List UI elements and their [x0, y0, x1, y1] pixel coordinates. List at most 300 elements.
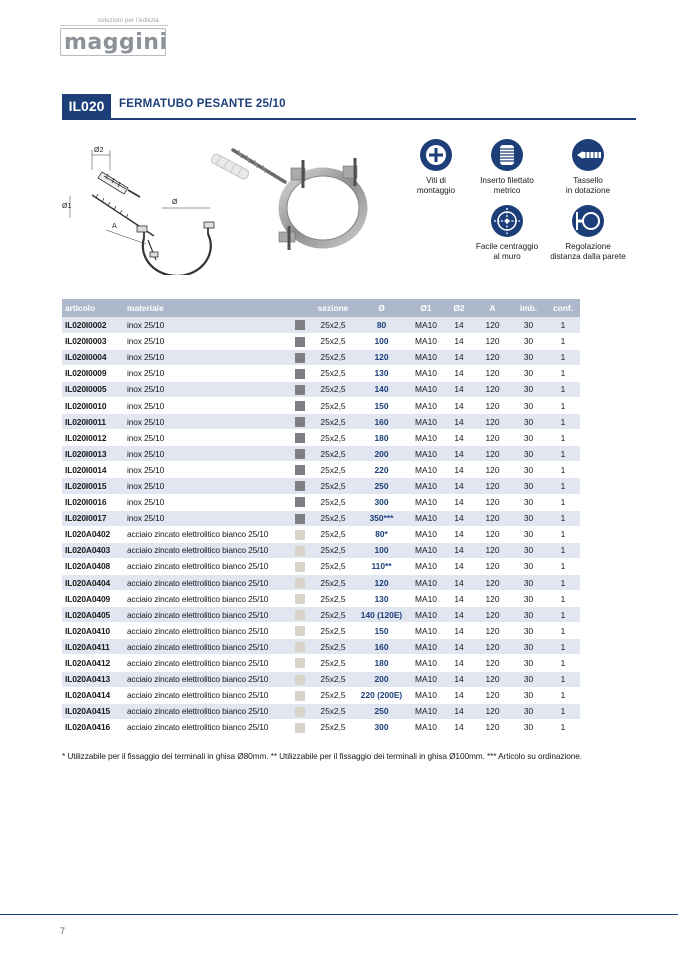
- feature-wall-plug: [538, 138, 638, 196]
- cell-d2: 14: [444, 494, 474, 510]
- cell-conf: 1: [546, 655, 580, 671]
- cell-articolo: IL020I0017: [62, 510, 124, 526]
- cell-diameter: 140 (120E): [355, 607, 408, 623]
- cell-articolo: IL020A0415: [62, 703, 124, 719]
- cell-diameter: 140: [355, 381, 408, 397]
- col-header-a: A: [474, 299, 511, 317]
- material-color-swatch: [295, 594, 305, 604]
- cell-materiale: acciaio zincato elettrolitico bianco 25/10: [124, 591, 289, 607]
- cell-d2: 14: [444, 414, 474, 430]
- cell-materiale: inox 25/10: [124, 414, 289, 430]
- spec-table: [62, 299, 580, 736]
- cell-d1: MA10: [408, 494, 444, 510]
- material-color-swatch: [295, 497, 305, 507]
- cell-sezione: 25x2,5: [311, 381, 355, 397]
- col-header-d2: Ø2: [444, 299, 474, 317]
- cell-imb: 30: [511, 719, 546, 735]
- table-row: [62, 397, 580, 413]
- cell-conf: 1: [546, 687, 580, 703]
- cell-articolo: IL020A0410: [62, 623, 124, 639]
- cell-materiale: acciaio zincato elettrolitico bianco 25/10: [124, 542, 289, 558]
- cell-d2: 14: [444, 575, 474, 591]
- cell-d1: MA10: [408, 575, 444, 591]
- cell-materiale: acciaio zincato elettrolitico bianco 25/10: [124, 526, 289, 542]
- cell-color: [289, 333, 311, 349]
- cell-d2: 14: [444, 381, 474, 397]
- cell-d1: MA10: [408, 478, 444, 494]
- material-color-swatch: [295, 530, 305, 540]
- cell-diameter: 250: [355, 478, 408, 494]
- cell-color: [289, 446, 311, 462]
- cell-a: 120: [474, 542, 511, 558]
- cell-sezione: 25x2,5: [311, 719, 355, 735]
- cell-d1: MA10: [408, 446, 444, 462]
- cell-diameter: 150: [355, 397, 408, 413]
- table-row: [62, 381, 580, 397]
- cell-color: [289, 719, 311, 735]
- feature-label: Inserto filettato: [480, 176, 534, 185]
- cell-imb: 30: [511, 558, 546, 574]
- cell-imb: 30: [511, 591, 546, 607]
- centering-icon: [490, 204, 524, 238]
- feature-label: montaggio: [416, 186, 456, 195]
- header-divider: [62, 118, 636, 120]
- cell-a: 120: [474, 510, 511, 526]
- cell-materiale: inox 25/10: [124, 494, 289, 510]
- cell-conf: 1: [546, 558, 580, 574]
- cell-d2: 14: [444, 462, 474, 478]
- cell-materiale: acciaio zincato elettrolitico bianco 25/10: [124, 655, 289, 671]
- cell-d2: 14: [444, 478, 474, 494]
- cell-color: [289, 671, 311, 687]
- cell-color: [289, 510, 311, 526]
- cell-color: [289, 349, 311, 365]
- cell-sezione: 25x2,5: [311, 526, 355, 542]
- cell-materiale: inox 25/10: [124, 446, 289, 462]
- cell-articolo: IL020A0408: [62, 558, 124, 574]
- material-color-swatch: [295, 691, 305, 701]
- cell-articolo: IL020A0402: [62, 526, 124, 542]
- product-photo: [205, 138, 375, 263]
- cell-imb: 30: [511, 542, 546, 558]
- cell-a: 120: [474, 446, 511, 462]
- cell-diameter: 120: [355, 349, 408, 365]
- table-row: [62, 430, 580, 446]
- cell-imb: 30: [511, 510, 546, 526]
- cell-imb: 30: [511, 317, 546, 333]
- feature-label: metrico: [493, 186, 521, 195]
- cell-diameter: 100: [355, 333, 408, 349]
- footnote: * Utilizzabile per il fissaggio dei terminali in ghisa Ø80mm. ** Utilizzabile per il fissaggio dei terminali in ghisa Ø100mm. *** Articolo su ordinazione.: [62, 751, 582, 761]
- cell-materiale: inox 25/10: [124, 510, 289, 526]
- material-color-swatch: [295, 433, 305, 443]
- cell-imb: 30: [511, 333, 546, 349]
- material-color-swatch: [295, 675, 305, 685]
- cell-diameter: 180: [355, 655, 408, 671]
- cell-imb: 30: [511, 607, 546, 623]
- cell-a: 120: [474, 397, 511, 413]
- table-row: [62, 462, 580, 478]
- material-color-swatch: [295, 578, 305, 588]
- cell-diameter: 110**: [355, 558, 408, 574]
- cell-imb: 30: [511, 462, 546, 478]
- cell-articolo: IL020I0002: [62, 317, 124, 333]
- cell-materiale: acciaio zincato elettrolitico bianco 25/10: [124, 575, 289, 591]
- cell-d2: 14: [444, 526, 474, 542]
- cell-d2: 14: [444, 510, 474, 526]
- dim-label-d2: Ø2: [94, 147, 104, 154]
- col-header-materiale: materiale: [124, 299, 289, 317]
- cell-articolo: IL020A0412: [62, 655, 124, 671]
- cell-imb: 30: [511, 397, 546, 413]
- cell-conf: 1: [546, 607, 580, 623]
- cell-sezione: 25x2,5: [311, 349, 355, 365]
- feature-label: Tassello: [573, 176, 603, 185]
- cell-d1: MA10: [408, 639, 444, 655]
- cell-sezione: 25x2,5: [311, 397, 355, 413]
- table-row: [62, 575, 580, 591]
- cell-d2: 14: [444, 349, 474, 365]
- cell-color: [289, 397, 311, 413]
- cell-a: 120: [474, 365, 511, 381]
- cell-materiale: acciaio zincato elettrolitico bianco 25/10: [124, 703, 289, 719]
- table-header-row: [62, 299, 580, 317]
- cell-imb: 30: [511, 623, 546, 639]
- cell-diameter: 180: [355, 430, 408, 446]
- cell-articolo: IL020I0015: [62, 478, 124, 494]
- cell-sezione: 25x2,5: [311, 639, 355, 655]
- cell-diameter: 200: [355, 446, 408, 462]
- cell-conf: 1: [546, 623, 580, 639]
- table-row: [62, 591, 580, 607]
- cell-a: 120: [474, 333, 511, 349]
- cell-diameter: 100: [355, 542, 408, 558]
- cell-imb: 30: [511, 446, 546, 462]
- cell-a: 120: [474, 478, 511, 494]
- cell-articolo: IL020A0414: [62, 687, 124, 703]
- cell-imb: 30: [511, 349, 546, 365]
- cell-materiale: acciaio zincato elettrolitico bianco 25/10: [124, 639, 289, 655]
- cell-color: [289, 542, 311, 558]
- cell-articolo: IL020A0405: [62, 607, 124, 623]
- cell-conf: 1: [546, 397, 580, 413]
- cell-d1: MA10: [408, 381, 444, 397]
- table-row: [62, 349, 580, 365]
- cell-materiale: acciaio zincato elettrolitico bianco 25/10: [124, 687, 289, 703]
- cell-articolo: IL020I0003: [62, 333, 124, 349]
- cell-imb: 30: [511, 494, 546, 510]
- cell-d2: 14: [444, 639, 474, 655]
- cell-sezione: 25x2,5: [311, 430, 355, 446]
- cell-diameter: 80*: [355, 526, 408, 542]
- cell-a: 120: [474, 381, 511, 397]
- col-header-imb: imb.: [511, 299, 546, 317]
- cell-a: 120: [474, 719, 511, 735]
- cell-d2: 14: [444, 542, 474, 558]
- material-color-swatch: [295, 417, 305, 427]
- material-color-swatch: [295, 385, 305, 395]
- dim-label-a: A: [112, 223, 117, 230]
- cell-diameter: 120: [355, 575, 408, 591]
- cell-d1: MA10: [408, 349, 444, 365]
- table-row: [62, 623, 580, 639]
- cell-articolo: IL020A0409: [62, 591, 124, 607]
- cell-materiale: acciaio zincato elettrolitico bianco 25/10: [124, 558, 289, 574]
- cell-sezione: 25x2,5: [311, 494, 355, 510]
- table-row: [62, 542, 580, 558]
- feature-label: Facile centraggio: [475, 242, 539, 251]
- brand-name: maggini: [64, 30, 168, 55]
- cell-d2: 14: [444, 671, 474, 687]
- cell-a: 120: [474, 462, 511, 478]
- material-color-swatch: [295, 658, 305, 668]
- cell-diameter: 250: [355, 703, 408, 719]
- material-color-swatch: [295, 562, 305, 572]
- material-color-swatch: [295, 320, 305, 330]
- material-color-swatch: [295, 353, 305, 363]
- cell-articolo: IL020A0413: [62, 671, 124, 687]
- cell-articolo: IL020A0416: [62, 719, 124, 735]
- cell-a: 120: [474, 558, 511, 574]
- cell-color: [289, 365, 311, 381]
- cell-materiale: inox 25/10: [124, 462, 289, 478]
- cell-articolo: IL020I0005: [62, 381, 124, 397]
- cell-diameter: 200: [355, 671, 408, 687]
- cell-sezione: 25x2,5: [311, 623, 355, 639]
- cell-articolo: IL020I0013: [62, 446, 124, 462]
- col-header-diameter: Ø: [355, 299, 408, 317]
- cell-d2: 14: [444, 719, 474, 735]
- feature-label: Viti di: [426, 176, 446, 185]
- cell-d2: 14: [444, 365, 474, 381]
- cell-a: 120: [474, 655, 511, 671]
- cell-d2: 14: [444, 397, 474, 413]
- cell-imb: 30: [511, 639, 546, 655]
- cell-a: 120: [474, 575, 511, 591]
- cell-d1: MA10: [408, 623, 444, 639]
- cell-sezione: 25x2,5: [311, 333, 355, 349]
- cell-conf: 1: [546, 478, 580, 494]
- cell-a: 120: [474, 494, 511, 510]
- cell-conf: 1: [546, 349, 580, 365]
- cell-imb: 30: [511, 430, 546, 446]
- cell-d1: MA10: [408, 510, 444, 526]
- cell-conf: 1: [546, 333, 580, 349]
- cell-sezione: 25x2,5: [311, 446, 355, 462]
- cell-color: [289, 703, 311, 719]
- col-header-conf: conf.: [546, 299, 580, 317]
- brand-tagline: soluzioni per l'edilizia: [98, 18, 159, 24]
- cell-sezione: 25x2,5: [311, 703, 355, 719]
- cell-articolo: IL020I0011: [62, 414, 124, 430]
- cell-d2: 14: [444, 607, 474, 623]
- cell-d1: MA10: [408, 526, 444, 542]
- feature-distance-adjust: [538, 204, 638, 262]
- cell-sezione: 25x2,5: [311, 365, 355, 381]
- cell-color: [289, 462, 311, 478]
- cell-imb: 30: [511, 575, 546, 591]
- cell-imb: 30: [511, 703, 546, 719]
- cell-conf: 1: [546, 430, 580, 446]
- table-row: [62, 494, 580, 510]
- cell-sezione: 25x2,5: [311, 542, 355, 558]
- cell-imb: 30: [511, 381, 546, 397]
- cell-a: 120: [474, 349, 511, 365]
- col-header-sezione: sezione: [311, 299, 355, 317]
- page-title: FERMATUBO PESANTE 25/10: [119, 98, 286, 110]
- cell-conf: 1: [546, 591, 580, 607]
- cell-conf: 1: [546, 703, 580, 719]
- cell-color: [289, 655, 311, 671]
- cell-imb: 30: [511, 478, 546, 494]
- cell-d1: MA10: [408, 414, 444, 430]
- cell-diameter: 300: [355, 494, 408, 510]
- cell-materiale: inox 25/10: [124, 478, 289, 494]
- cell-materiale: acciaio zincato elettrolitico bianco 25/10: [124, 671, 289, 687]
- cell-d1: MA10: [408, 703, 444, 719]
- cell-conf: 1: [546, 462, 580, 478]
- cell-imb: 30: [511, 414, 546, 430]
- cell-diameter: 220 (200E): [355, 687, 408, 703]
- cell-sezione: 25x2,5: [311, 671, 355, 687]
- cell-conf: 1: [546, 317, 580, 333]
- cell-color: [289, 623, 311, 639]
- cell-d2: 14: [444, 333, 474, 349]
- cell-color: [289, 575, 311, 591]
- logo-divider: [60, 25, 168, 26]
- table-row: [62, 526, 580, 542]
- cell-color: [289, 639, 311, 655]
- cell-materiale: inox 25/10: [124, 333, 289, 349]
- cell-diameter: 160: [355, 639, 408, 655]
- cell-articolo: IL020I0010: [62, 397, 124, 413]
- material-color-swatch: [295, 481, 305, 491]
- cell-articolo: IL020A0411: [62, 639, 124, 655]
- cell-diameter: 160: [355, 414, 408, 430]
- material-color-swatch: [295, 707, 305, 717]
- cell-materiale: acciaio zincato elettrolitico bianco 25/10: [124, 607, 289, 623]
- table-row: [62, 655, 580, 671]
- cell-a: 120: [474, 671, 511, 687]
- table-row: [62, 317, 580, 333]
- cell-color: [289, 591, 311, 607]
- cell-sezione: 25x2,5: [311, 462, 355, 478]
- cell-d1: MA10: [408, 317, 444, 333]
- technical-drawing: [62, 140, 222, 275]
- cell-conf: 1: [546, 526, 580, 542]
- cell-articolo: IL020I0004: [62, 349, 124, 365]
- col-header-articolo: articolo: [62, 299, 124, 317]
- cell-d1: MA10: [408, 591, 444, 607]
- cell-d2: 14: [444, 430, 474, 446]
- table-row: [62, 719, 580, 735]
- material-color-swatch: [295, 723, 305, 733]
- cell-materiale: inox 25/10: [124, 317, 289, 333]
- cell-sezione: 25x2,5: [311, 317, 355, 333]
- cell-materiale: inox 25/10: [124, 430, 289, 446]
- cell-d1: MA10: [408, 542, 444, 558]
- cell-d2: 14: [444, 687, 474, 703]
- cell-diameter: 350***: [355, 510, 408, 526]
- cell-sezione: 25x2,5: [311, 575, 355, 591]
- cell-materiale: acciaio zincato elettrolitico bianco 25/10: [124, 719, 289, 735]
- cell-color: [289, 478, 311, 494]
- cell-conf: 1: [546, 639, 580, 655]
- cell-materiale: inox 25/10: [124, 381, 289, 397]
- feature-label: distanza dalla parete: [550, 252, 626, 261]
- cell-imb: 30: [511, 655, 546, 671]
- cell-materiale: inox 25/10: [124, 365, 289, 381]
- wall-plug-icon: [571, 138, 605, 172]
- footer-divider: [0, 914, 678, 915]
- cell-a: 120: [474, 623, 511, 639]
- material-color-swatch: [295, 642, 305, 652]
- material-color-swatch: [295, 465, 305, 475]
- cell-a: 120: [474, 607, 511, 623]
- col-header-color: [289, 299, 311, 317]
- cell-sezione: 25x2,5: [311, 687, 355, 703]
- table-row: [62, 365, 580, 381]
- material-color-swatch: [295, 369, 305, 379]
- cell-a: 120: [474, 317, 511, 333]
- cell-d1: MA10: [408, 671, 444, 687]
- table-row: [62, 639, 580, 655]
- table-row: [62, 414, 580, 430]
- cell-diameter: 130: [355, 591, 408, 607]
- feature-label: al muro: [493, 252, 521, 261]
- cell-color: [289, 430, 311, 446]
- cell-d2: 14: [444, 591, 474, 607]
- table-row: [62, 478, 580, 494]
- cell-d2: 14: [444, 703, 474, 719]
- cell-conf: 1: [546, 381, 580, 397]
- cell-sezione: 25x2,5: [311, 414, 355, 430]
- cell-articolo: IL020I0016: [62, 494, 124, 510]
- cell-a: 120: [474, 687, 511, 703]
- cell-materiale: inox 25/10: [124, 349, 289, 365]
- cell-color: [289, 414, 311, 430]
- cell-articolo: IL020A0404: [62, 575, 124, 591]
- cell-materiale: acciaio zincato elettrolitico bianco 25/10: [124, 623, 289, 639]
- table-row: [62, 687, 580, 703]
- cell-color: [289, 381, 311, 397]
- cell-conf: 1: [546, 414, 580, 430]
- cell-sezione: 25x2,5: [311, 558, 355, 574]
- cell-conf: 1: [546, 671, 580, 687]
- table-row: [62, 446, 580, 462]
- cell-sezione: 25x2,5: [311, 510, 355, 526]
- cell-imb: 30: [511, 365, 546, 381]
- cell-materiale: inox 25/10: [124, 397, 289, 413]
- cell-color: [289, 687, 311, 703]
- cell-imb: 30: [511, 526, 546, 542]
- cell-articolo: IL020I0012: [62, 430, 124, 446]
- threaded-insert-icon: [490, 138, 524, 172]
- cell-sezione: 25x2,5: [311, 591, 355, 607]
- table-row: [62, 607, 580, 623]
- material-color-swatch: [295, 626, 305, 636]
- cell-d1: MA10: [408, 687, 444, 703]
- cell-a: 120: [474, 430, 511, 446]
- cell-diameter: 130: [355, 365, 408, 381]
- cell-d2: 14: [444, 655, 474, 671]
- cell-a: 120: [474, 703, 511, 719]
- brand-logo: [60, 18, 168, 60]
- cell-d1: MA10: [408, 365, 444, 381]
- screw-icon: [419, 138, 453, 172]
- cell-d2: 14: [444, 446, 474, 462]
- col-header-d1: Ø1: [408, 299, 444, 317]
